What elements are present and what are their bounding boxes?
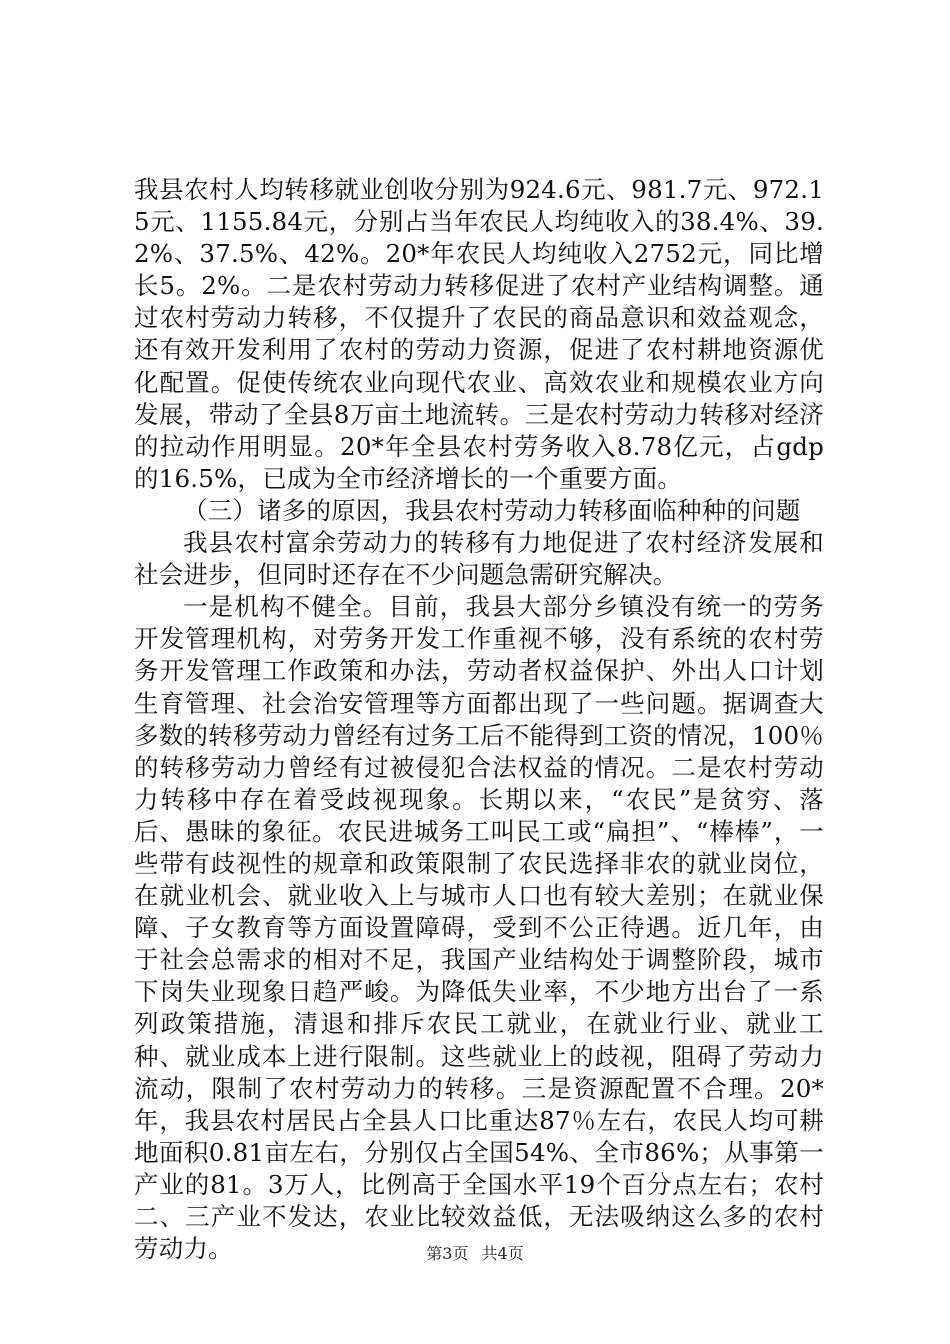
paragraph-income-and-structure: 我县农村人均转移就业创收分别为924.6元、981.7元、972.15元、1155.84元，分别占当年农民人均纯收入的38.4%、39.2%、37.5%、42%。20*年农民人均纯收入2752元，同比增长5。2%。二是农村劳动力转移促进了农村产业结构调整。通过农村劳动力转移，不仅提升了农民的商品意识和效益观念，还有效开发利用了农村的劳动力资源，促进了农村耕地资源优化配置。促使传统农业向现代农业、高效农业和规模农业方向发展，带动了全县8万亩土地流转。三是农村劳动力转移对经济的拉动作用明显。20*年全县农村劳务收入8.78亿元，占gdp的16.5%，已成为全市经济增长的一个重要方面。 (134, 175, 824, 493)
page-number: 第3页 (426, 1244, 469, 1263)
document-body (134, 174, 824, 1265)
page-total: 共4页 (481, 1244, 524, 1263)
paragraph-problems-intro: 我县农村富余劳动力的转移有力地促进了农村经济发展和社会进步，但同时还存在不少问题急需研究解决。 (134, 528, 824, 590)
section-heading-problems: （三）诸多的原因，我县农村劳动力转移面临种种的问题 (183, 495, 801, 525)
page-footer (0, 1244, 950, 1264)
paragraph-problems-detail: 一是机构不健全。目前，我县大部分乡镇没有统一的劳务开发管理机构，对劳务开发工作重视不够，没有系统的农村劳务开发管理工作政策和办法，劳动者权益保护、外出人口计划生育管理、社会治安管理等方面都出现了一些问题。据调查大多数的转移劳动力曾经有过务工后不能得到工资的情况，100％的转移劳动力曾经有过被侵犯合法权益的情况。二是农村劳动力转移中存在着受歧视现象。长期以来，“农民”是贫穷、落后、愚昧的象征。农民进城务工叫民工或“扁担”、“棒棒”，一些带有歧视性的规章和政策限制了农民选择非农的就业岗位，在就业机会、就业收入上与城市人口也有较大差别；在就业保障、子女教育等方面设置障碍，受到不公正待遇。近几年，由于社会总需求的相对不足，我国产业结构处于调整阶段，城市下岗失业现象日趋严峻。为降低失业率，不少地方出台了一系列政策措施，清退和排斥农民工就业，在就业行业、就业工种、就业成本上进行限制。这些就业上的歧视，阻碍了劳动力流动，限制了农村劳动力的转移。三是资源配置不合理。20*年，我县农村居民占全县人口比重达87％左右，农民人均可耕地面积0.81亩左右，分别仅占全国54%、全市86%；从事第一产业的81。3万人，比例高于全国水平19个百分点左右；农村二、三产业不发达，农业比较效益低，无法吸纳这么多的农村劳动力。 (134, 592, 824, 1264)
